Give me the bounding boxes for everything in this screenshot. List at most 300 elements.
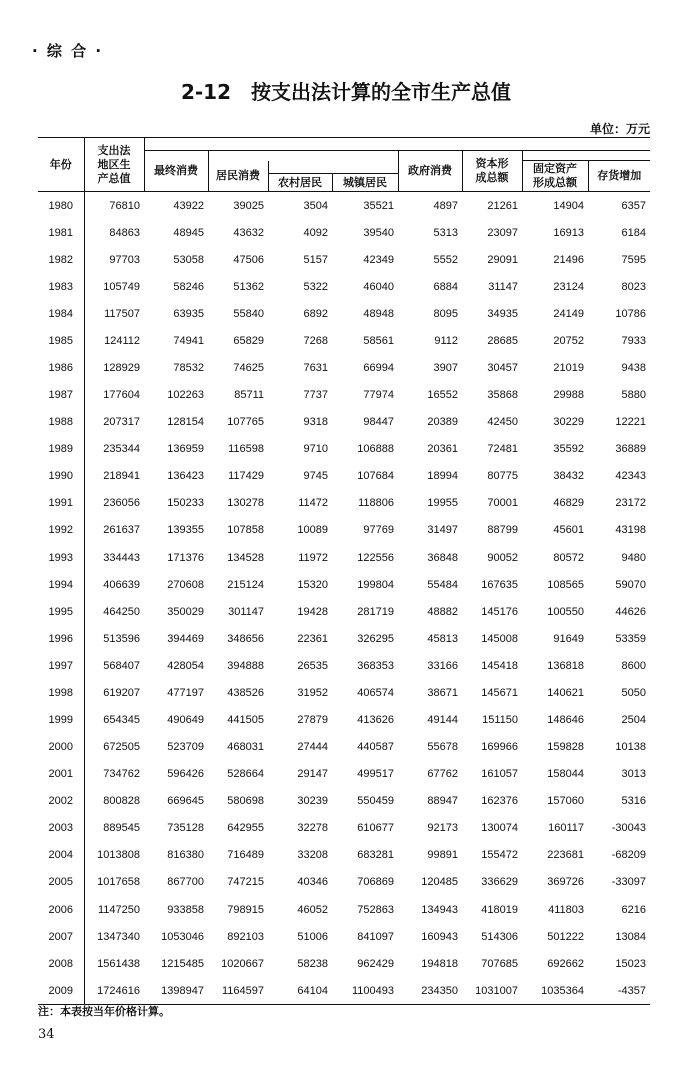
value-cell: 735128: [167, 822, 204, 835]
value-cell: 692662: [547, 957, 584, 970]
value-cell: 892103: [227, 930, 264, 943]
value-cell: 9480: [621, 551, 646, 564]
value-cell: 394888: [227, 659, 264, 672]
value-cell: 800828: [84, 788, 144, 815]
year-cell: 2006: [48, 903, 73, 916]
year-cell: 1996: [48, 632, 73, 645]
table-row: [38, 706, 650, 733]
value-cell: 30229: [553, 416, 584, 429]
value-cell: 9318: [303, 416, 328, 429]
value-cell: 169966: [481, 741, 518, 754]
value-cell: 2504: [621, 714, 646, 727]
table-row: [38, 869, 650, 896]
value-cell: 177604: [84, 382, 144, 409]
value-cell: 43922: [173, 199, 204, 212]
value-cell: 10089: [297, 524, 328, 537]
year-cell: 2002: [48, 795, 73, 808]
page-number: 34: [38, 1027, 55, 1042]
value-cell: 580698: [227, 795, 264, 808]
value-cell: 36848: [427, 551, 458, 564]
value-cell: 6357: [621, 199, 646, 212]
value-cell: 49144: [427, 714, 458, 727]
value-cell: 30239: [297, 795, 328, 808]
value-cell: 155472: [481, 849, 518, 862]
value-cell: 10786: [615, 307, 646, 320]
value-cell: 48948: [363, 307, 394, 320]
value-cell: 35521: [363, 199, 394, 212]
value-cell: 128154: [167, 416, 204, 429]
year-cell: 2000: [48, 741, 73, 754]
value-cell: 33208: [297, 849, 328, 862]
value-cell: 19955: [427, 497, 458, 510]
table-row: [38, 219, 650, 246]
value-cell: 46829: [553, 497, 584, 510]
value-cell: 67762: [427, 768, 458, 781]
value-cell: 654345: [84, 706, 144, 733]
value-cell: 8600: [621, 659, 646, 672]
value-cell: 45813: [427, 632, 458, 645]
value-cell: 42450: [487, 416, 518, 429]
value-cell: 513596: [84, 625, 144, 652]
year-cell: 2005: [48, 876, 73, 889]
value-cell: 1020667: [221, 957, 264, 970]
col-header-year: 年份: [38, 138, 84, 192]
value-cell: 1347340: [84, 923, 144, 950]
table-row: [38, 950, 650, 977]
value-cell: 38671: [427, 686, 458, 699]
value-cell: 1398947: [144, 977, 208, 1005]
value-cell: 281719: [357, 605, 394, 618]
year-cell: 1988: [48, 416, 73, 429]
value-cell: 130278: [227, 497, 264, 510]
year-cell: 2007: [48, 930, 73, 943]
year-cell: 2009: [38, 977, 84, 1005]
value-cell: 1053046: [161, 930, 204, 943]
value-cell: 102263: [167, 389, 204, 402]
year-cell: 2004: [48, 849, 73, 862]
value-cell: 43632: [233, 226, 264, 239]
col-header-capital-formation: 资本形 成总额: [462, 151, 522, 192]
value-cell: 16552: [427, 389, 458, 402]
value-cell: 76810: [84, 192, 144, 220]
value-cell: 464250: [84, 598, 144, 625]
value-cell: 88799: [487, 524, 518, 537]
value-cell: 350029: [167, 605, 204, 618]
value-cell: 65829: [233, 334, 264, 347]
value-cell: 31497: [427, 524, 458, 537]
value-cell: 490649: [167, 714, 204, 727]
value-cell: 140621: [547, 686, 584, 699]
value-cell: 1100493: [332, 977, 398, 1005]
value-cell: 5880: [621, 389, 646, 402]
value-cell: 27879: [297, 714, 328, 727]
value-cell: 4897: [433, 199, 458, 212]
value-cell: 42343: [615, 470, 646, 483]
table-row: [38, 273, 650, 300]
value-cell: 889545: [84, 815, 144, 842]
value-cell: 270608: [167, 578, 204, 591]
value-cell: 21496: [553, 253, 584, 266]
year-cell: 1995: [48, 605, 73, 618]
value-cell: 58246: [173, 280, 204, 293]
value-cell: 3013: [621, 768, 646, 781]
value-cell: 29147: [297, 768, 328, 781]
value-cell: 236056: [84, 490, 144, 517]
table-row: [38, 544, 650, 571]
value-cell: 100550: [547, 605, 584, 618]
table-row: [38, 652, 650, 679]
value-cell: -30043: [611, 822, 646, 835]
value-cell: 107858: [227, 524, 264, 537]
value-cell: 145008: [481, 632, 518, 645]
value-cell: 97703: [84, 246, 144, 273]
value-cell: 501222: [547, 930, 584, 943]
value-cell: 66994: [363, 362, 394, 374]
value-cell: 55840: [233, 307, 264, 320]
value-cell: 261637: [84, 517, 144, 544]
value-cell: 46040: [363, 280, 394, 293]
year-cell: 2003: [48, 822, 73, 835]
col-header-fixed-capital: 固定资产 形成总额: [522, 161, 588, 192]
value-cell: 1724616: [84, 977, 144, 1005]
value-cell: 85711: [234, 389, 264, 402]
table-row: [38, 382, 650, 409]
value-cell: 162376: [481, 795, 518, 808]
value-cell: 145176: [481, 605, 518, 618]
value-cell: 550459: [357, 795, 394, 808]
year-cell: 1992: [48, 524, 73, 537]
value-cell: 64104: [268, 977, 332, 1005]
value-cell: 798915: [227, 903, 264, 916]
value-cell: 21019: [553, 362, 584, 374]
value-cell: 130074: [481, 822, 518, 835]
value-cell: 683281: [357, 849, 394, 862]
col-header-final-consumption: 最终消费: [144, 151, 208, 192]
value-cell: 28685: [487, 334, 518, 347]
value-cell: 7933: [621, 334, 646, 347]
value-cell: 51006: [297, 930, 328, 943]
value-cell: 139355: [167, 524, 204, 537]
table-row: [38, 815, 650, 842]
value-cell: 29988: [553, 389, 584, 402]
page-title: 2-12 按支出法计算的全市生产总值: [180, 80, 512, 104]
table-row: [38, 354, 650, 381]
value-cell: 962429: [357, 957, 394, 970]
table-row: [38, 679, 650, 706]
value-cell: 70001: [487, 497, 518, 510]
value-cell: 23124: [553, 280, 584, 293]
value-cell: 134528: [227, 551, 264, 564]
value-cell: 32278: [297, 822, 328, 835]
value-cell: 334443: [84, 544, 144, 571]
value-cell: 21261: [487, 199, 518, 212]
value-cell: 9112: [434, 334, 458, 347]
value-cell: 47506: [233, 253, 264, 266]
value-cell: 610677: [357, 822, 394, 835]
year-cell: 2008: [48, 957, 73, 970]
value-cell: 117429: [228, 470, 264, 483]
value-cell: 15320: [297, 578, 328, 591]
value-cell: 672505: [84, 734, 144, 761]
value-cell: 19428: [297, 605, 328, 618]
value-cell: 411803: [548, 903, 584, 916]
footnote: 注：本表按当年价格计算。: [38, 1005, 170, 1018]
value-cell: 6216: [621, 903, 646, 916]
value-cell: 418019: [481, 903, 518, 916]
value-cell: 157060: [547, 795, 584, 808]
value-cell: 92173: [427, 822, 458, 835]
value-cell: 706869: [357, 876, 394, 889]
value-cell: 1147250: [84, 896, 144, 923]
value-cell: 26535: [297, 659, 328, 672]
value-cell: 74941: [173, 334, 204, 347]
year-cell: 1989: [48, 443, 73, 456]
value-cell: 841097: [357, 930, 394, 943]
year-cell: 1999: [48, 714, 73, 727]
value-cell: 145418: [481, 659, 518, 672]
table-row: [38, 517, 650, 544]
value-cell: 1164597: [208, 977, 268, 1005]
value-cell: 933858: [167, 903, 204, 916]
value-cell: 167635: [481, 578, 518, 591]
year-cell: 1984: [48, 307, 73, 320]
value-cell: 45601: [553, 524, 584, 537]
table-row: [38, 842, 650, 869]
value-cell: 116598: [228, 443, 264, 456]
value-cell: 24149: [553, 307, 584, 320]
value-cell: 106888: [357, 443, 394, 456]
value-cell: 1031007: [462, 977, 522, 1005]
value-cell: 58561: [363, 334, 394, 347]
value-cell: 867700: [167, 876, 204, 889]
value-cell: 223681: [547, 849, 584, 862]
value-cell: 55678: [427, 741, 458, 754]
value-cell: 33166: [427, 659, 458, 672]
value-cell: 38432: [553, 470, 584, 483]
value-cell: 440587: [357, 741, 394, 754]
value-cell: -4357: [588, 977, 650, 1005]
value-cell: 36889: [615, 443, 646, 456]
value-cell: 11472: [298, 497, 328, 510]
value-cell: 39025: [233, 199, 264, 212]
col-header-urban: 城镇居民: [332, 174, 398, 192]
value-cell: 27444: [297, 741, 328, 754]
value-cell: 35592: [553, 443, 584, 456]
value-cell: 77974: [363, 389, 394, 402]
value-cell: 5322: [303, 280, 328, 293]
value-cell: 11972: [298, 551, 328, 564]
value-cell: 8023: [621, 280, 646, 293]
value-cell: 31147: [488, 280, 518, 293]
value-cell: 30457: [487, 362, 518, 374]
value-cell: 528664: [227, 768, 264, 781]
value-cell: 4092: [303, 226, 328, 239]
value-cell: 428054: [167, 659, 204, 672]
year-cell: 1980: [48, 199, 73, 212]
year-cell: 1983: [48, 280, 73, 293]
value-cell: 5313: [433, 226, 458, 239]
value-cell: 9710: [303, 443, 328, 456]
value-cell: 369726: [547, 876, 584, 889]
value-cell: 35868: [487, 389, 518, 402]
value-cell: 619207: [84, 679, 144, 706]
value-cell: 235344: [84, 436, 144, 463]
value-cell: 88947: [427, 795, 458, 808]
table-row: [38, 327, 650, 354]
value-cell: 523709: [167, 741, 204, 754]
value-cell: 151150: [482, 714, 518, 727]
value-cell: 53359: [615, 632, 646, 645]
value-cell: 6184: [621, 226, 646, 239]
value-cell: 118806: [358, 497, 394, 510]
value-cell: 171376: [167, 551, 204, 564]
value-cell: 707685: [481, 957, 518, 970]
value-cell: 20361: [427, 443, 458, 456]
value-cell: 20389: [427, 416, 458, 429]
value-cell: 98447: [363, 416, 394, 429]
value-cell: 218941: [84, 463, 144, 490]
value-cell: 816380: [167, 849, 204, 862]
value-cell: 136818: [547, 659, 584, 672]
value-cell: 150233: [167, 497, 204, 510]
value-cell: 48945: [173, 226, 204, 239]
value-cell: 51362: [233, 280, 264, 293]
value-cell: 23097: [487, 226, 518, 239]
table-row: [38, 896, 650, 923]
col-header-rural: 农村居民: [268, 174, 332, 192]
col-header-gdp: 支出法 地区生 产总值: [84, 138, 144, 192]
value-cell: 31952: [297, 686, 328, 699]
value-cell: 207317: [84, 409, 144, 436]
value-cell: 16913: [553, 226, 584, 239]
value-cell: 145671: [481, 686, 518, 699]
col-header-household: 居民消费: [208, 161, 268, 192]
value-cell: 5157: [303, 253, 328, 266]
value-cell: 568407: [84, 652, 144, 679]
year-cell: 1994: [48, 578, 73, 591]
value-cell: 6892: [303, 307, 328, 320]
value-cell: 128929: [84, 354, 144, 381]
year-cell: 1982: [48, 253, 73, 266]
value-cell: 9745: [303, 470, 328, 483]
value-cell: 642955: [227, 822, 264, 835]
value-cell: 55484: [427, 578, 458, 591]
table-row: [38, 409, 650, 436]
value-cell: 734762: [84, 761, 144, 788]
table-row: [38, 761, 650, 788]
value-cell: 9438: [621, 362, 646, 374]
year-cell: 1991: [48, 497, 73, 510]
value-cell: 1035364: [522, 977, 588, 1005]
table-row: [38, 300, 650, 327]
table-row: [38, 571, 650, 598]
value-cell: 74625: [233, 362, 264, 374]
col-header-government: 政府消费: [398, 151, 462, 192]
value-cell: 596426: [167, 768, 204, 781]
value-cell: 80572: [553, 551, 584, 564]
value-cell: 158044: [547, 768, 584, 781]
gdp-expenditure-table: [38, 137, 650, 1005]
value-cell: 161057: [481, 768, 518, 781]
value-cell: 468031: [227, 741, 264, 754]
value-cell: 84863: [84, 219, 144, 246]
value-cell: 514306: [481, 930, 518, 943]
table-row: [38, 734, 650, 761]
value-cell: 29091: [487, 253, 518, 266]
year-cell: 1987: [48, 389, 73, 402]
value-cell: 80775: [487, 470, 518, 483]
value-cell: 406639: [84, 571, 144, 598]
value-cell: 499517: [357, 768, 394, 781]
value-cell: 13084: [615, 930, 646, 943]
value-cell: 5050: [621, 686, 646, 699]
value-cell: 747215: [227, 876, 264, 889]
value-cell: 7268: [303, 334, 328, 347]
value-cell: 1017658: [84, 869, 144, 896]
value-cell: 12221: [615, 416, 646, 429]
value-cell: 441505: [227, 714, 264, 727]
table-row: [38, 598, 650, 625]
value-cell: 40346: [297, 876, 328, 889]
value-cell: 394469: [167, 632, 204, 645]
year-cell: 1993: [48, 551, 73, 564]
value-cell: 7631: [303, 362, 328, 374]
value-cell: 46052: [297, 903, 328, 916]
value-cell: 23172: [615, 497, 646, 510]
unit-label: 单位：万元: [589, 122, 650, 136]
year-cell: 1990: [48, 470, 73, 483]
table-row: [38, 436, 650, 463]
value-cell: 90052: [487, 551, 518, 564]
value-cell: 8095: [433, 307, 458, 320]
value-cell: 194818: [421, 957, 458, 970]
table-row: [38, 788, 650, 815]
table-row: [38, 192, 650, 220]
value-cell: 136423: [167, 470, 204, 483]
value-cell: 15023: [615, 957, 646, 970]
value-cell: 120485: [421, 876, 458, 889]
section-label: · 综 合 ·: [32, 42, 104, 60]
value-cell: 3907: [433, 362, 458, 374]
value-cell: 72481: [487, 443, 518, 456]
year-cell: 1997: [48, 659, 73, 672]
value-cell: 7595: [621, 253, 646, 266]
value-cell: 348656: [227, 632, 264, 645]
value-cell: 301147: [228, 605, 264, 618]
value-cell: 160943: [421, 930, 458, 943]
value-cell: 39540: [363, 226, 394, 239]
value-cell: 134943: [421, 903, 458, 916]
value-cell: 18994: [427, 470, 458, 483]
value-cell: 122556: [357, 551, 394, 564]
value-cell: 34935: [487, 307, 518, 320]
value-cell: 107684: [357, 470, 394, 483]
year-cell: 1998: [48, 686, 73, 699]
value-cell: 477197: [167, 686, 204, 699]
table-row: [38, 490, 650, 517]
year-cell: 2001: [48, 768, 73, 781]
value-cell: 215124: [227, 578, 264, 591]
value-cell: 5316: [621, 795, 646, 808]
value-cell: 199804: [357, 578, 394, 591]
table-row: [38, 625, 650, 652]
value-cell: 53058: [173, 253, 204, 266]
value-cell: 105749: [84, 273, 144, 300]
value-cell: 108565: [547, 578, 584, 591]
table-row: [38, 923, 650, 950]
value-cell: 58238: [297, 957, 328, 970]
value-cell: 7737: [303, 389, 328, 402]
